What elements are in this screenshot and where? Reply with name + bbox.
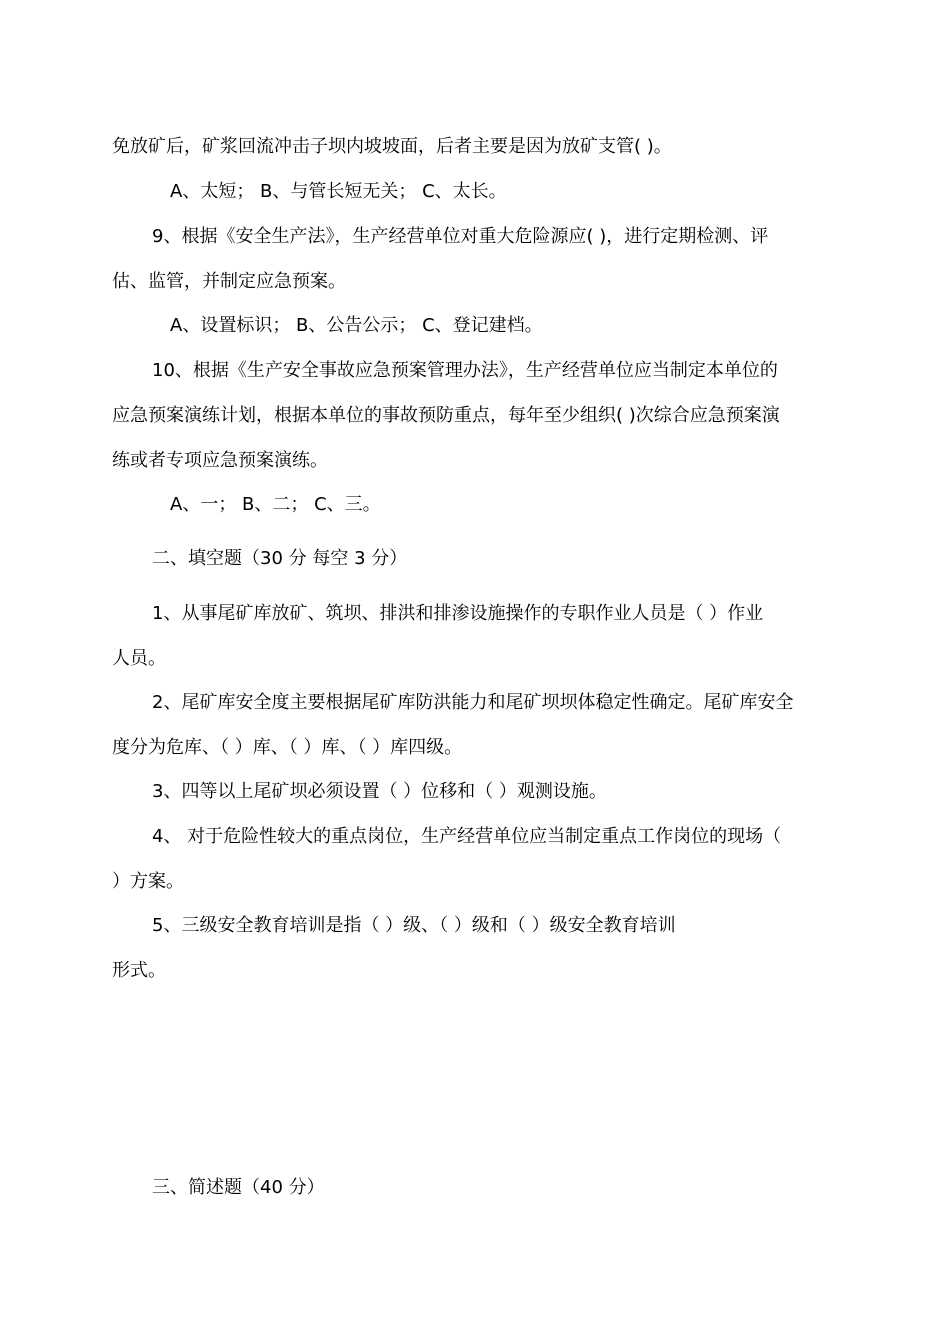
text-line: 应急预案演练计划，根据本单位的事故预防重点，每年至少组织( )次综合应急预案演 (112, 405, 780, 426)
text-line: 度分为危库、（ ）库、（ ）库、（ ）库四级。 (112, 737, 463, 758)
fill-question-1: 1、从事尾矿库放矿、筑坝、排洪和排渗设施操作的专职作业人员是（ ）作业 (152, 603, 764, 624)
options-line: A、一； B、二； C、三。 (170, 494, 381, 515)
text-line: 估、监管，并制定应急预案。 (112, 271, 346, 292)
options-line: A、太短； B、与管长短无关； C、太长。 (170, 181, 507, 202)
section-heading-fill-in: 二、填空题（30 分 每空 3 分） (152, 548, 408, 569)
fill-question-3: 3、四等以上尾矿坝必须设置（ ）位移和（ ）观测设施。 (152, 781, 607, 802)
text-line: ）方案。 (112, 871, 184, 892)
question-10: 10、根据《生产安全事故应急预案管理办法》，生产经营单位应当制定本单位的 (152, 360, 778, 381)
options-line: A、设置标识； B、公告公示； C、登记建档。 (170, 315, 543, 336)
fill-question-5: 5、三级安全教育培训是指（ ）级、（ ）级和（ ）级安全教育培训 (152, 915, 676, 936)
text-line: 免放矿后，矿浆回流冲击子坝内坡坡面，后者主要是因为放矿支管( )。 (112, 136, 672, 157)
section-heading-short-answer: 三、简述题（40 分） (152, 1177, 325, 1198)
text-line: 练或者专项应急预案演练。 (112, 450, 328, 471)
text-line: 人员。 (112, 648, 166, 669)
question-9: 9、根据《安全生产法》，生产经营单位对重大危险源应( )，进行定期检测、评 (152, 226, 769, 247)
fill-question-4: 4、 对于危险性较大的重点岗位，生产经营单位应当制定重点工作岗位的现场（ (152, 826, 782, 847)
fill-question-2: 2、尾矿库安全度主要根据尾矿库防洪能力和尾矿坝坝体稳定性确定。尾矿库安全 (152, 692, 794, 713)
text-line: 形式。 (112, 960, 166, 981)
